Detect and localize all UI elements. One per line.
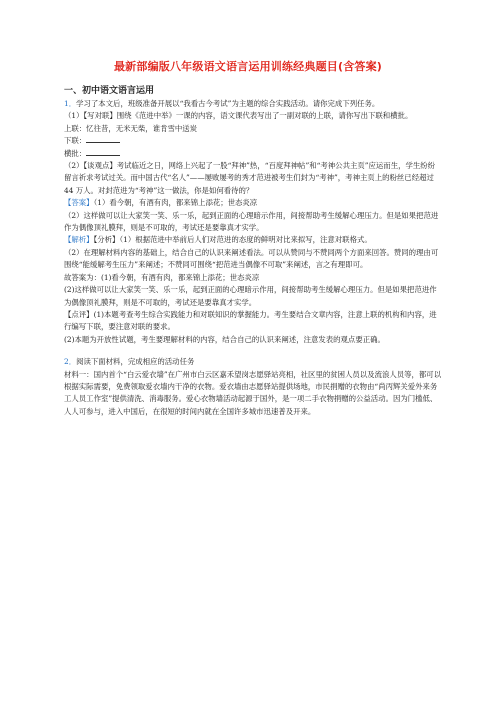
final-answer-1: 故答案为：(1)看今朝，有酒有肉，都来锦上添花；世态炎凉 [64,272,260,282]
section-heading: 一、初中语文语言运用 [64,86,155,96]
couplet-horizontal: 横批： [64,148,442,160]
comment-1: 【点评】(1)本题考查考生综合实践能力和对联知识的掌握能力。考生要结合文章内容，注意上联的机构和内容，进行编写下联，要注意对联的要求。 [64,309,437,332]
question-1-task-2: （2）【谈观点】考试临近之日，网络上兴起了一股“拜神”热，“百度拜神帖”和“考神公共主页”应运而生，学生纷纷留言祈求考试过关。而中国古代“名人”——屡败屡考的秀才范进被考生们封为“考神”，考神主页上的粉丝已经超过 44 万人。对封范进为“考神”这一做法，你是如何看待的？ [64,161,436,195]
answer-2: （2）这样做可以让大家笑一笑、乐一乐，起到正面的心理暗示作用，间接帮助考生缓解心理压力。但是如果把范进作为偶像顶礼膜拜，则是不可取的，考试还是要靠真才实学。 [64,210,439,233]
answer-blank[interactable] [86,135,120,143]
question-number: 1． [64,99,77,108]
couplet-upper: 上联：忆往昔，无米无柴，谁肯雪中送炭 [64,123,198,133]
analysis-1: 【解析】【分析】（1）根据范进中举前后人们对范进的态度的鲜明对比来拟写，注意对联格式。 [64,235,372,245]
page-title: 最新部编版八年级语文语言运用训练经典题目(含答案) [113,60,383,73]
document-body [64,84,442,418]
question-number: 2． [64,357,77,367]
question-2-material: 材料一：国内首个“白云爱衣墙”在广州市白云区嘉禾望岗志愿驿站亮相，社区里的贫困人员以及流浪人员等，都可以根据实际需要，免费领取爱衣墙内干净的衣物。爱衣墙由志愿驿站提供场地，市民捐赠的衣物由“尚丙辉关爱外来务工人员工作室”提供清洗、消毒服务。爱心衣物墙活动起源于国外，是一项二手衣物捐赠的公益活动。因为门槛低、人人可参与，进入中国后，在很短的时间内就在全国许多城市迅速普及开来。 [64,369,442,416]
analysis-tag: 【解析】 [64,235,94,245]
question-2-intro: 2．阅读下面材料，完成相应的活动任务 [64,357,195,367]
analysis-2: （2）在理解材料内容的基础上，结合自己的认识来阐述看法。可以从赞同与不赞同两个方面来回答。赞同的理由可围绕“能缓解考生压力”来阐述；不赞同可围绕“把范进当偶像不可取”来阐述，言之有理即可。 [64,247,439,270]
question-1-task-1: （1）【写对联】围绕《范进中举》一课的内容，语文课代表写出了一副对联的上联，请你写出下联和横批。 [64,111,413,121]
spacer [64,346,442,356]
comment-2: (2)本题为开放性试题，考生要理解材料的内容，结合自己的认识来阐述，注意发表的观点要正确。 [64,334,385,344]
answer-tag: 【答案】 [64,198,94,208]
answer-blank[interactable] [86,148,120,156]
question-1-intro: 1．学习了本文后，班级准备开展以“我看古今考试”为主题的综合实践活动。请你完成下列任务。 [64,99,380,108]
final-answer-2: (2)这样做可以让大家笑一笑、乐一乐，起到正面的心理暗示作用，间接帮助考生缓解心理压力。但是如果把范进作为偶像顶礼膜拜，则是不可取的，考试还是要靠真才实学。 [64,285,437,307]
answer-1: 【答案】（1）看今朝，有酒有肉，都来锦上添花；世态炎凉 [64,198,258,208]
couplet-lower: 下联： [64,135,442,147]
